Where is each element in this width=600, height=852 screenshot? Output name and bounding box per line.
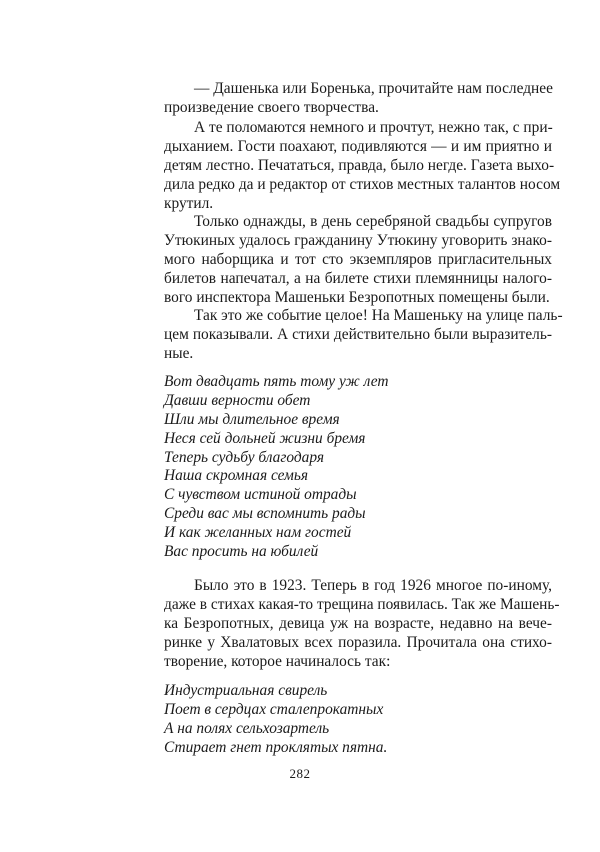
text-line: творение, которое начиналось так:	[164, 652, 391, 670]
poem-stanza	[164, 682, 387, 758]
paragraph	[164, 213, 552, 307]
text-line: произведение своего творчества.	[164, 98, 379, 116]
poem-line: Среди вас мы вспомнить рады	[164, 505, 366, 523]
poem-line: Теперь судьбу благодаря	[164, 448, 324, 466]
poem-line: Наша скромная семья	[164, 467, 309, 485]
text-line: Утюкиных удалось гражданину Утюкину уговорить знако-	[164, 231, 552, 249]
poem-line: Поет в сердцах сталепрокатных	[164, 700, 384, 718]
text-line: детям лестно. Печататься, правда, было негде. Газета выхо-	[164, 156, 555, 174]
text-line: Только однажды, в день серебряной свадьбы супругов	[194, 213, 552, 230]
poem-line: С чувством истиной отрады	[164, 486, 357, 504]
text-line: даже в стихах какая-то трещина появилась. Так же Машень-	[164, 595, 560, 613]
text-line: ка Безропотных, девица уж на возрасте, недавно на вече-	[164, 614, 552, 632]
text-line: вого инспектора Машеньки Безропотных помещены были.	[164, 288, 550, 306]
text-line: ные.	[164, 344, 194, 362]
paragraph	[164, 577, 560, 671]
poem-line: А на полях сельхозартель	[164, 719, 330, 737]
poem-line: И как желанных нам гостей	[164, 524, 352, 542]
page-number: 282	[289, 766, 311, 781]
text-line: Было это в 1923. Теперь в год 1926 многое по-иному,	[194, 577, 552, 594]
paragraph	[164, 80, 552, 118]
text-line: А те поломаются немного и прочтут, нежно так, с при-	[194, 119, 553, 136]
poem-line: Давши верности обет	[164, 391, 311, 409]
poem-line: Вас просить на юбилей	[164, 543, 319, 561]
poem-line: Вот двадцать пять тому уж лет	[164, 373, 389, 390]
text-line: дыханием. Гости поахают, подивляются — и им приятно и	[164, 137, 552, 155]
text-line: мого наборщика и тот сто экземпляров пригласительных	[164, 250, 552, 268]
text-line: Так это же событие целое! На Машеньку на улице паль-	[194, 307, 563, 324]
text-line: дила редко да и редактор от стихов местных талантов носом	[164, 175, 561, 193]
poem-line: Индустриальная свирель	[164, 682, 328, 699]
text-line: — Дашенька или Боренька, прочитайте нам последнее	[194, 80, 553, 97]
poem-stanza	[164, 373, 388, 562]
text-line: ринке у Хвалатовых всех поразила. Прочитала она стихо-	[164, 633, 552, 651]
text-line: цем показывали. А стихи действительно были выразитель-	[164, 325, 552, 343]
poem-line: Неся сей дольней жизни бремя	[164, 429, 366, 447]
poem-line: Стирает гнет проклятых пятна.	[164, 738, 388, 756]
paragraph	[164, 307, 563, 364]
poem-line: Шли мы длительное время	[164, 410, 340, 428]
text-line: билетов напечатал, а на билете стихи племянницы налого-	[164, 269, 552, 287]
paragraph	[164, 119, 561, 213]
text-line: крутил.	[164, 194, 214, 212]
